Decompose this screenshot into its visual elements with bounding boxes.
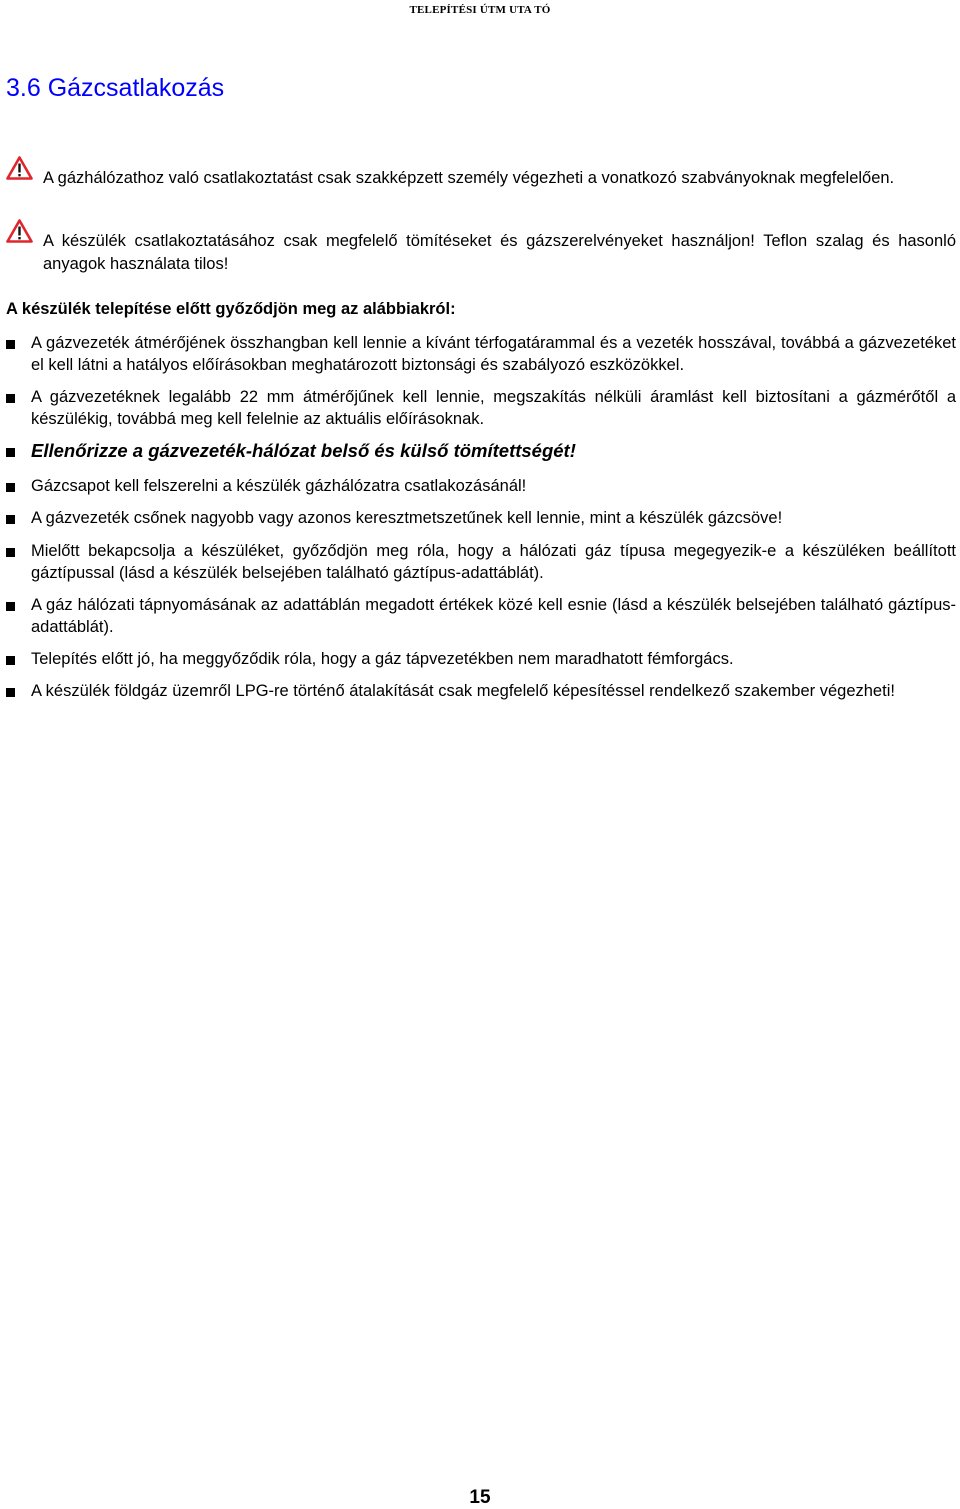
warning-text: A gázhálózathoz való csatlakoztatást csak szakképzett személy végezheti a vonatkozó szabványoknak megfelelően. [43,169,895,187]
list-item [6,594,956,638]
square-bullet-icon [6,483,15,492]
list-item [6,332,956,376]
warning-triangle-icon [6,219,33,243]
square-bullet-icon [6,340,15,349]
list-item-text: A gázvezeték átmérőjének összhangban kell lennie a kívánt térfogatárammal és a vezeték hosszával, továbbá a gázvezetéket el kell látni a hatályos előírásokban meghatározott biztonsági és szabályozó eszközökkel. [31,334,956,374]
warning-text: A készülék csatlakoztatásához csak megfelelő tömítéseket és gázszerelvényeket használjon! Teflon szalag és hasonló anyagok használata tilos! [43,232,956,273]
square-bullet-icon [6,688,15,697]
list-item-text: A gázvezetéknek legalább 22 mm átmérőjűnek kell lennie, megszakítás nélküli áramlást kell biztosítani a gázmérőtől a készülékig, továbbá meg kell felelnie az aktuális előírásoknak. [31,388,956,428]
list-item [6,540,956,584]
square-bullet-icon [6,602,15,611]
square-bullet-icon [6,656,15,665]
square-bullet-icon [6,394,15,403]
warning-note [6,167,956,190]
list-item-text: A gáz hálózati tápnyomásának az adattáblán megadott értékek közé kell esnie (lásd a készülék belsejében található gáztípus-adattáblát). [31,596,956,636]
warning-note [6,230,956,276]
square-bullet-icon [6,515,15,524]
square-bullet-icon [6,548,15,557]
list-item-text: Mielőtt bekapcsolja a készüléket, győződjön meg róla, hogy a hálózati gáz típusa megegyezik-e a készüléken beállított gáztípussal (lásd a készülék belsejében található gáztípus-adattáblát). [31,542,956,582]
list-item [6,648,956,670]
list-item-text: Gázcsapot kell felszerelni a készülék gázhálózatra csatlakozásánál! [31,477,527,495]
list-item-text: Ellenőrizze a gázvezeték-hálózat belső és külső tömítettségét! [31,440,576,461]
list-item [6,386,956,430]
page-number: 15 [469,1487,491,1508]
section-title: 3.6 Gázcsatlakozás [6,74,225,102]
warning-triangle-icon [6,156,33,180]
running-header: TELEPÍTÉSI ÚTM UTA TÓ [409,4,551,16]
list-item-text: Telepítés előtt jó, ha meggyőződik róla, hogy a gáz tápvezetékben nem maradhatott fémforgács. [31,650,734,668]
checklist-intro: A készülék telepítése előtt győződjön meg az alábbiakról: [6,300,456,318]
list-item [6,507,956,529]
list-item-text: A gázvezeték csőnek nagyobb vagy azonos keresztmetszetűnek kell lennie, mint a készülék gázcsöve! [31,509,783,527]
list-item-text: A készülék földgáz üzemről LPG-re történő átalakítását csak megfelelő képesítéssel rendelkező szakember végezheti! [31,682,895,700]
list-item [6,440,956,462]
list-item [6,475,956,497]
list-item [6,680,956,702]
square-bullet-icon [6,448,15,457]
